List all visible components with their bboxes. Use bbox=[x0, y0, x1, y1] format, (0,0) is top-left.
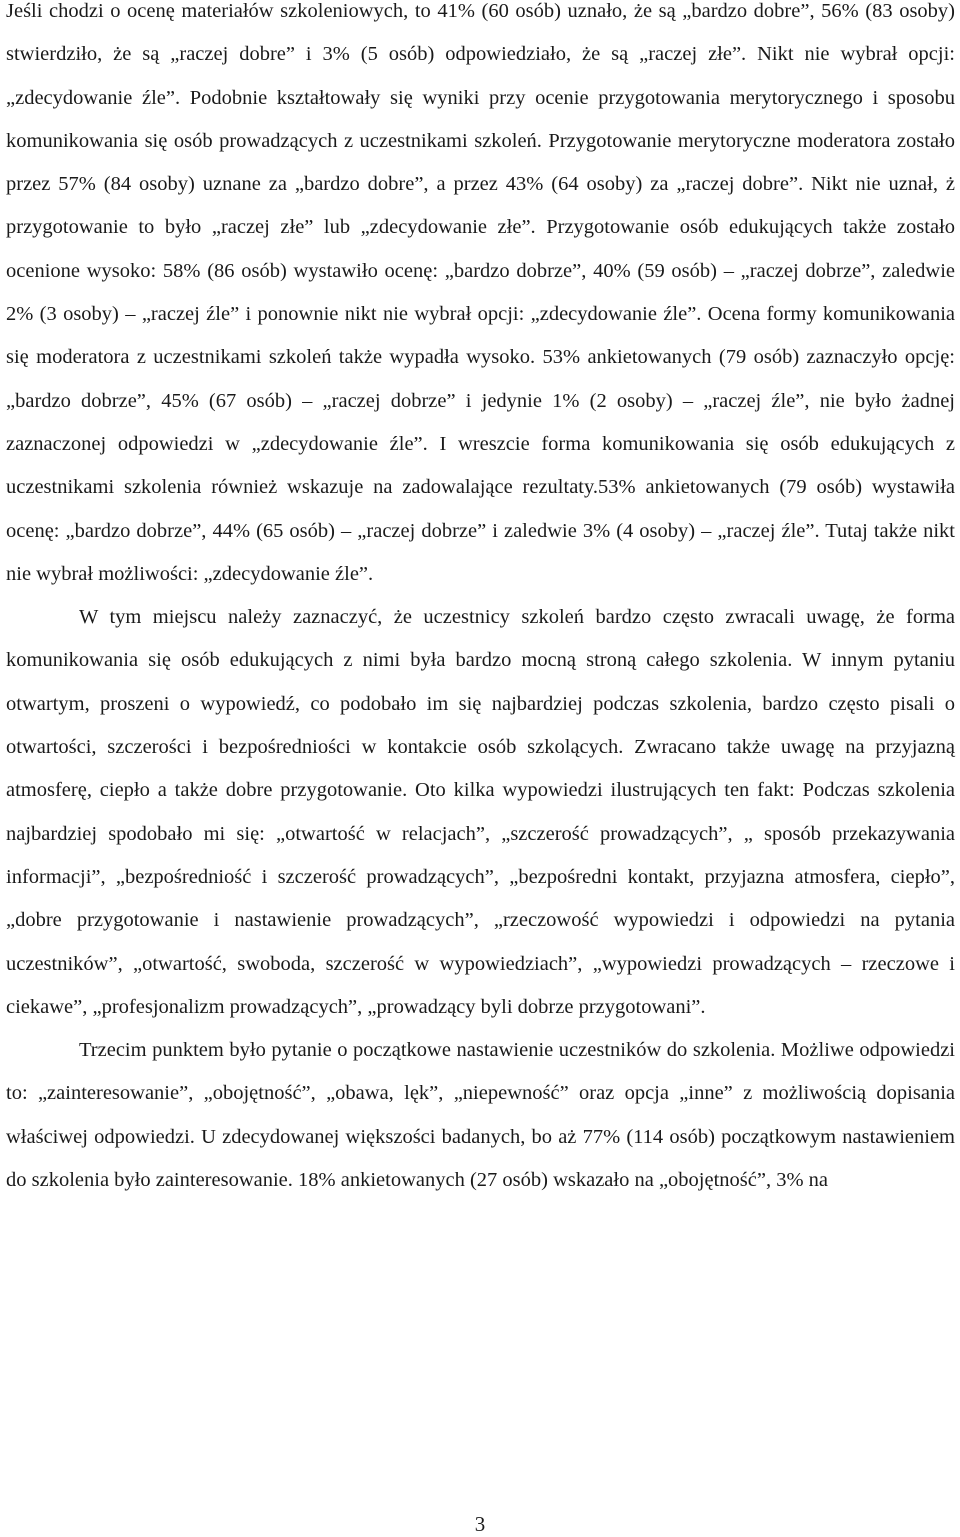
paragraph-communication: W tym miejscu należy zaznaczyć, że uczestnicy szkoleń bardzo często zwracali uwagę, że forma komunikowania się osób edukujących z nimi była bardzo mocną stroną całego szkolenia. W innym pytaniu otwartym, proszeni o wypowiedź, co podobało im się najbardziej podczas szkolenia, bardzo często pisali o otwartości, szczerości i bezpośredniości w kontakcie osób szkolących. Zwracano także uwagę na przyjazną atmosferę, ciepło a także dobre przygotowanie. Oto kilka wypowiedzi ilustrujących ten fakt: Podczas szkolenia najbardziej spodobało mi się: „otwartość w relacjach”, „szczerość prowadzących”, „ sposób przekazywania informacji”, „bezpośredniość i szczerość prowadzących”, „bezpośredni kontakt, przyjazna atmosfera, ciepło”, „dobre przygotowanie i nastawienie prowadzących”, „rzeczowość wypowiedzi i odpowiedzi na pytania uczestników”, „otwartość, swoboda, szczerość w wypowiedziach”, „wypowiedzi prowadzących – rzeczowe i ciekawe”, „profesjonalizm prowadzących”, „prowadzący byli dobrze przygotowani”. bbox=[6, 606, 955, 1018]
paragraph-initial-attitude: Trzecim punktem było pytanie o początkowe nastawienie uczestników do szkolenia. Możliwe odpowiedzi to: „zainteresowanie”, „obojętność”, „obawa, lęk”, „niepewność” oraz opcja „inne” z możliwością dopisania właściwej odpowiedzi. U zdecydowanej większości badanych, bo aż 77% (114 osób) początkowym nastawieniem do szkolenia było zainteresowanie. 18% ankietowanych (27 osób) wskazało na „obojętność”, 3% na bbox=[6, 1039, 955, 1192]
page-number: 3 bbox=[474, 1512, 486, 1536]
paragraph-ratings: Jeśli chodzi o ocenę materiałów szkoleniowych, to 41% (60 osób) uznało, że są „bardzo dobre”, 56% (83 osoby) stwierdziło, że są „raczej dobre” i 3% (5 osób) odpowiedziało, że są „raczej złe”. Nikt nie wybrał opcji: „zdecydowanie źle”. Podobnie kształtowały się wyniki przy ocenie przygotowania merytorycznego i sposobu komunikowania się osób prowadzących z uczestnikami szkoleń. Przygotowanie merytoryczne moderatora zostało przez 57% (84 osoby) uznane za „bardzo dobre”, a przez 43% (64 osoby) za „raczej dobre”. Nikt nie uznał, ż przygotowanie to było „raczej złe” lub „zdecydowanie złe”. Przygotowanie osób edukujących także zostało ocenione wysoko: 58% (86 osób) wystawiło ocenę: „bardzo dobrze”, 40% (59 osób) – „raczej dobrze”, zaledwie 2% (3 osoby) – „raczej źle” i ponownie nikt nie wybrał opcji: „zdecydowanie źle”. Ocena formy komunikowania się moderatora z uczestnikami szkoleń także wypadła wysoko. 53% ankietowanych (79 osób) zaznaczyło opcję: „bardzo dobrze”, 45% (67 osób) – „raczej dobrze” i jedynie 1% (2 osoby) – „raczej źle”, nie było żadnej zaznaczonej odpowiedzi w „zdecydowanie źle”. I wreszcie forma komunikowania się osób edukujących z uczestnikami szkolenia również wskazuje na zadowalające rezultaty.53% ankietowanych (79 osób) wystawiła ocenę: „bardzo dobrze”, 44% (65 osób) – „raczej dobrze” i zaledwie 3% (4 osoby) – „raczej źle”. Tutaj także nikt nie wybrał możliwości: „zdecydowanie źle”. bbox=[6, 0, 955, 585]
document-body bbox=[6, 0, 955, 1202]
